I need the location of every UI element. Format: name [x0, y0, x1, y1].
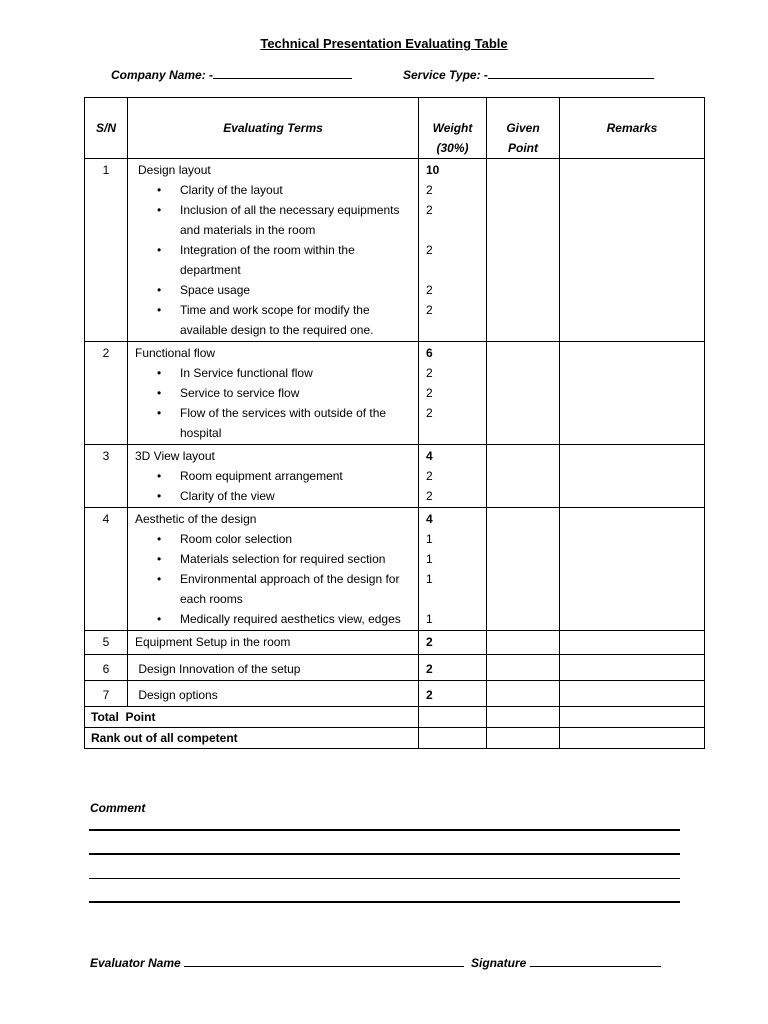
weight-item: 1 — [426, 572, 433, 586]
total-row — [85, 707, 705, 728]
given-point-cell[interactable] — [487, 445, 560, 508]
header-weight-line2: (30%) — [436, 141, 469, 155]
remarks-cell[interactable] — [560, 655, 705, 681]
list-item: • Environmental approach of the design for each rooms — [135, 569, 414, 609]
row-sn: 1 — [85, 159, 128, 342]
rank-given-cell[interactable] — [487, 728, 560, 749]
weight-item: 2 — [426, 489, 433, 503]
term-heading: 3D View layout — [135, 449, 215, 463]
weight-item: 2 — [426, 366, 433, 380]
weight-total: 4 — [426, 449, 433, 463]
header-weight-line1: Weight — [432, 121, 473, 135]
row-sn: 7 — [85, 681, 128, 707]
list-item: • Flow of the services with outside of the hospital — [135, 403, 414, 443]
table-row — [85, 655, 705, 681]
row-weight — [419, 159, 487, 342]
signature-label: Signature — [471, 956, 527, 970]
weight-total: 6 — [426, 346, 433, 360]
weight-total: 10 — [426, 163, 440, 177]
comment-line[interactable] — [89, 878, 680, 879]
signature-field[interactable] — [471, 955, 661, 970]
list-item: • Medically required aesthetics view, edges — [135, 609, 414, 629]
evaluator-name-label: Evaluator Name — [90, 956, 181, 970]
table-row — [85, 681, 705, 707]
list-item: • In Service functional flow — [135, 363, 414, 383]
given-point-cell[interactable] — [487, 342, 560, 445]
row-weight — [419, 445, 487, 508]
given-point-cell[interactable] — [487, 655, 560, 681]
evaluator-name-line — [184, 955, 464, 967]
row-sn: 5 — [85, 631, 128, 655]
list-item: • Clarity of the view — [135, 486, 414, 506]
given-point-cell[interactable] — [487, 631, 560, 655]
comment-line[interactable] — [89, 853, 680, 855]
term-heading: Functional flow — [135, 346, 216, 360]
table-row — [85, 159, 705, 342]
weight-item: 1 — [426, 612, 433, 626]
table-row — [85, 342, 705, 445]
row-weight — [419, 681, 487, 707]
weight-item: 2 — [426, 203, 433, 217]
list-item: • Time and work scope for modify the available design to the required one. — [135, 300, 414, 340]
row-terms — [128, 445, 419, 508]
row-sn: 3 — [85, 445, 128, 508]
evaluation-table — [84, 97, 705, 749]
list-item: • Inclusion of all the necessary equipments and materials in the room — [135, 200, 414, 240]
comment-line[interactable] — [89, 829, 680, 831]
table-row — [85, 445, 705, 508]
weight-item: 1 — [426, 552, 433, 566]
weight-item: 2 — [426, 303, 433, 317]
list-item: • Room equipment arrangement — [135, 466, 414, 486]
row-weight — [419, 631, 487, 655]
total-given-cell[interactable] — [487, 707, 560, 728]
term-heading: Design layout — [138, 163, 211, 177]
total-weight-cell[interactable] — [419, 707, 487, 728]
evaluator-name-field[interactable] — [90, 955, 464, 970]
row-sn: 2 — [85, 342, 128, 445]
weight-item: 2 — [426, 406, 433, 420]
comment-label: Comment — [90, 801, 146, 815]
table-row — [85, 631, 705, 655]
remarks-cell[interactable] — [560, 681, 705, 707]
list-item: • Service to service flow — [135, 383, 414, 403]
row-terms — [128, 342, 419, 445]
weight-item: 2 — [426, 183, 433, 197]
header-given-line1: Given — [506, 121, 540, 135]
service-type-label: Service Type: - — [403, 68, 488, 82]
row-terms: Design Innovation of the setup — [128, 655, 419, 681]
total-remarks-cell[interactable] — [560, 707, 705, 728]
remarks-cell[interactable] — [560, 445, 705, 508]
header-remarks: Remarks — [560, 98, 705, 159]
table-row — [85, 508, 705, 631]
row-sn: 4 — [85, 508, 128, 631]
document-title: Technical Presentation Evaluating Table — [260, 36, 508, 51]
rank-remarks-cell[interactable] — [560, 728, 705, 749]
header-given-point — [487, 98, 560, 159]
list-item: • Integration of the room within the department — [135, 240, 414, 280]
service-type-line — [488, 67, 654, 79]
term-heading: Aesthetic of the design — [135, 512, 257, 526]
comment-line[interactable] — [89, 901, 680, 903]
company-name-label: Company Name: - — [111, 68, 214, 82]
header-given-line2: Point — [508, 141, 538, 155]
table-header-row — [85, 98, 705, 159]
weight-item: 2 — [426, 243, 433, 257]
signature-line — [530, 955, 661, 967]
remarks-cell[interactable] — [560, 159, 705, 342]
service-type-field[interactable] — [403, 67, 654, 82]
given-point-cell[interactable] — [487, 508, 560, 631]
list-item: • Room color selection — [135, 529, 414, 549]
remarks-cell[interactable] — [560, 508, 705, 631]
row-sn: 6 — [85, 655, 128, 681]
company-name-field[interactable] — [111, 67, 352, 82]
list-item: • Materials selection for required section — [135, 549, 414, 569]
weight-item: 2 — [426, 469, 433, 483]
weight-total: 2 — [426, 662, 433, 676]
weight-total: 2 — [426, 635, 433, 649]
row-terms: Design options — [128, 681, 419, 707]
list-item: • Clarity of the layout — [135, 180, 414, 200]
total-point-label: Total Point — [85, 707, 419, 728]
row-weight — [419, 508, 487, 631]
weight-total: 4 — [426, 512, 433, 526]
remarks-cell[interactable] — [560, 631, 705, 655]
header-weight — [419, 98, 487, 159]
row-terms: Equipment Setup in the room — [128, 631, 419, 655]
row-weight — [419, 342, 487, 445]
header-evaluating-terms: Evaluating Terms — [128, 98, 419, 159]
row-weight — [419, 655, 487, 681]
row-terms — [128, 159, 419, 342]
row-terms — [128, 508, 419, 631]
given-point-cell[interactable] — [487, 681, 560, 707]
rank-label: Rank out of all competent — [85, 728, 419, 749]
header-sn: S/N — [85, 98, 128, 159]
weight-total: 2 — [426, 688, 433, 702]
rank-weight-cell[interactable] — [419, 728, 487, 749]
given-point-cell[interactable] — [487, 159, 560, 342]
list-item: • Space usage — [135, 280, 414, 300]
remarks-cell[interactable] — [560, 342, 705, 445]
weight-item: 2 — [426, 386, 433, 400]
company-name-line — [213, 67, 352, 79]
weight-item: 2 — [426, 283, 433, 297]
weight-item: 1 — [426, 532, 433, 546]
rank-row — [85, 728, 705, 749]
